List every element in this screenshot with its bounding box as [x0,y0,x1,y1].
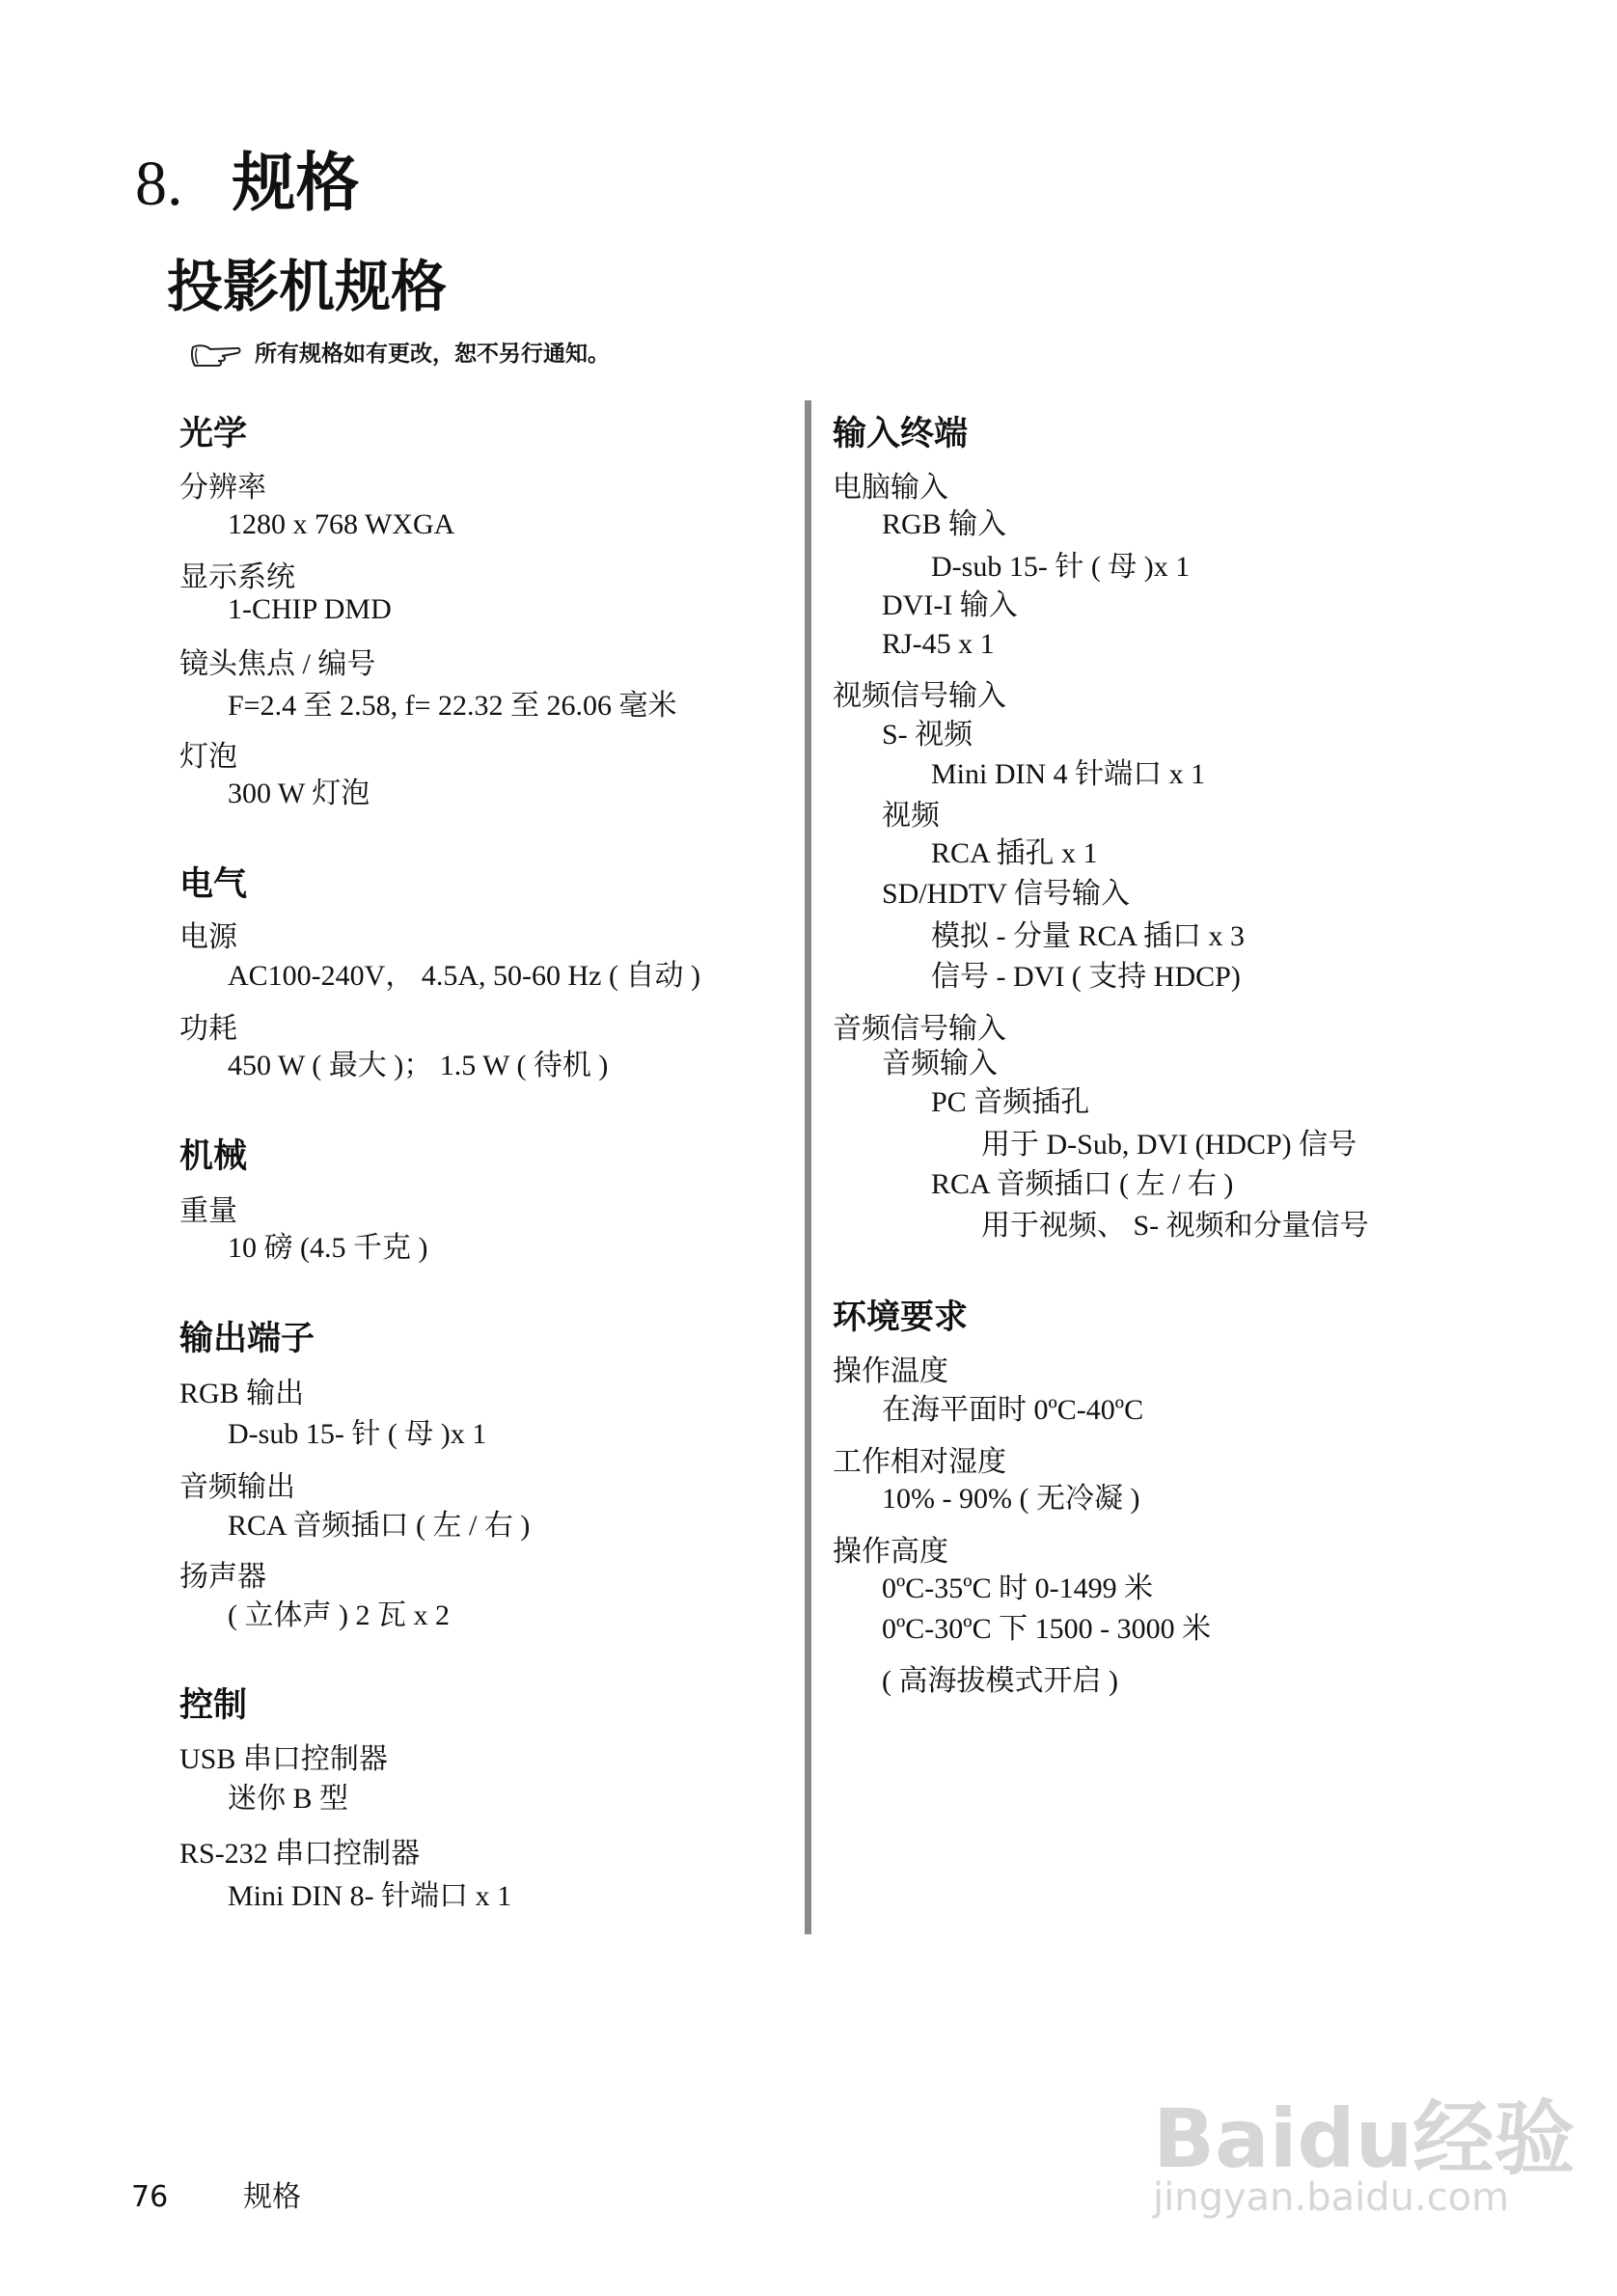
spec-line: 用于视频、 S- 视频和分量信号 [981,1210,1369,1242]
chapter-name: 规格 [232,146,360,220]
section-title: 投影机规格 [167,254,448,319]
spec-line: Mini DIN 4 针端口 x 1 [931,758,1206,790]
spec-line: 迷你 B 型 [228,1783,349,1815]
section-heading: 输出端子 [179,1320,315,1358]
spec-line: 音频信号输入 [833,1013,1006,1045]
spec-line: 分辨率 [179,472,266,504]
spec-line: Mini DIN 8- 针端口 x 1 [228,1880,512,1912]
spec-line: RCA 插孔 x 1 [931,837,1098,869]
watermark-logo: Baidu经验 [1153,2091,1576,2186]
spec-line: 1-CHIP DMD [228,593,392,625]
spec-line: USB 串口控制器 [179,1743,388,1775]
spec-line: D-sub 15- 针 ( 母 )x 1 [931,551,1191,583]
note [189,340,610,369]
section-heading: 环境要求 [833,1298,969,1337]
watermark-url: jingyan.baidu.com [1153,2175,1510,2220]
spec-line: 功耗 [179,1013,237,1045]
spec-line: ( 立体声 ) 2 瓦 x 2 [228,1599,450,1631]
spec-line: 450 W ( 最大 )； 1.5 W ( 待机 ) [228,1050,609,1081]
pointing-hand-icon [189,340,243,369]
section-heading: 电气 [179,865,248,904]
spec-line: RS-232 串口控制器 [179,1838,421,1870]
spec-line: 用于 D-Sub, DVI (HDCP) 信号 [981,1129,1357,1161]
spec-line: S- 视频 [882,719,973,751]
spec-line: 电脑输入 [833,472,948,504]
chapter-title [135,145,359,223]
spec-line: 操作温度 [833,1355,948,1387]
spec-line: 音频输出 [179,1471,295,1503]
chapter-number: 8. [135,149,183,219]
spec-line: 10 磅 (4.5 千克 ) [228,1232,428,1264]
spec-line: 1280 x 768 WXGA [228,508,455,540]
section-heading: 输入终端 [833,415,969,453]
spec-line: AC100-240V， 4.5A, 50-60 Hz ( 自动 ) [228,960,700,992]
spec-line: RGB 输入 [882,508,1007,540]
spec-line: 扬声器 [179,1561,266,1593]
spec-line: D-sub 15- 针 ( 母 )x 1 [228,1418,487,1450]
section-heading: 光学 [179,415,248,453]
spec-line: PC 音频插孔 [931,1086,1090,1118]
spec-line: 300 W 灯泡 [228,778,370,809]
spec-line: 视频 [882,800,940,832]
spec-line: 显示系统 [179,561,295,593]
spec-line: RGB 输出 [179,1378,305,1409]
spec-line: ( 高海拔模式开启 ) [882,1665,1118,1697]
spec-line: 在海平面时 0ºC-40ºC [882,1394,1144,1426]
spec-line: 0ºC-30ºC 下 1500 - 3000 米 [882,1613,1212,1645]
spec-line: 镜头焦点 / 编号 [179,648,376,680]
section-heading: 控制 [179,1686,248,1725]
spec-line: 电源 [179,921,237,953]
column-divider [805,400,811,1934]
spec-line: 模拟 - 分量 RCA 插口 x 3 [931,920,1246,952]
spec-line: 灯泡 [179,741,237,773]
spec-line: SD/HDTV 信号输入 [882,878,1130,910]
spec-line: DVI-I 输入 [882,589,1018,621]
spec-line: RCA 音频插口 ( 左 / 右 ) [228,1510,531,1542]
spec-line: 操作高度 [833,1536,948,1568]
page-number: 76 [131,2180,169,2214]
spec-line: RJ-45 x 1 [882,628,995,660]
spec-line: F=2.4 至 2.58, f= 22.32 至 26.06 毫米 [228,690,677,722]
spec-line: 10% - 90% ( 无冷凝 ) [882,1483,1140,1515]
spec-line: 工作相对湿度 [833,1446,1006,1478]
section-heading: 机械 [179,1137,248,1176]
spec-line: 重量 [179,1195,237,1227]
note-text: 所有规格如有更改，恕不另行通知。 [255,342,610,367]
spec-line: 0ºC-35ºC 时 0-1499 米 [882,1572,1154,1604]
spec-line: 信号 - DVI ( 支持 HDCP) [931,961,1241,993]
spec-line: RCA 音频插口 ( 左 / 右 ) [931,1168,1234,1200]
footer-section: 规格 [243,2180,301,2214]
spec-line: 视频信号输入 [833,680,1006,712]
spec-line: 音频输入 [882,1048,998,1080]
